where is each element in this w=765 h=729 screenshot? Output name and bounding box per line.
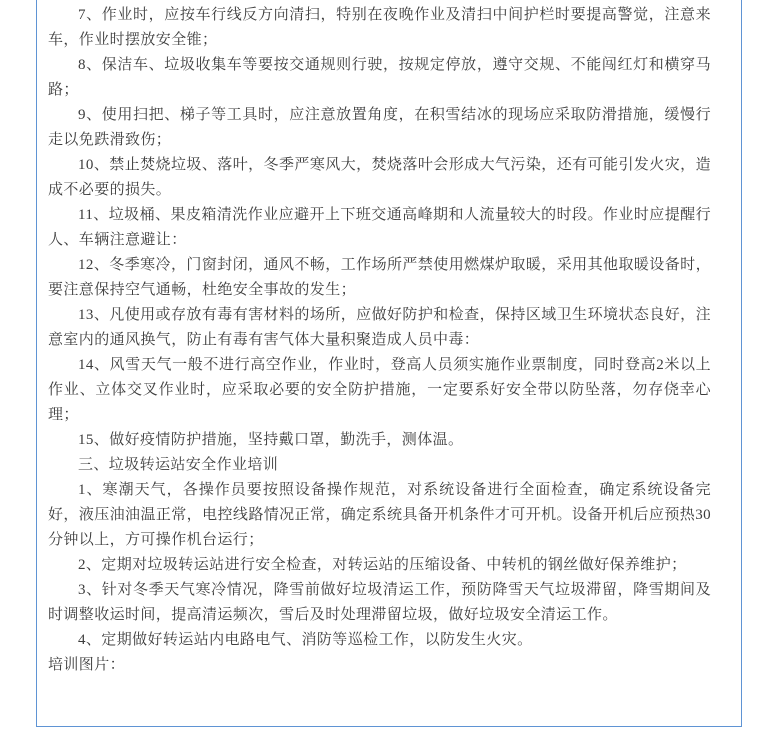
- training-item-2: 2、定期对垃圾转运站进行安全检查，对转运站的压缩设备、中转机的钢丝做好保养维护；: [78, 557, 687, 573]
- para-item-13: 13、凡使用或存放有毒有害材料的场所，应做好防护和检查，保持区域卫生环境状态良好，注意室内的通风换气，防止有毒有害气体大量积聚造成人员中毒：: [48, 307, 711, 348]
- training-item-4: 4、定期做好转运站内电路电气、消防等巡检工作，以防发生火灾。: [78, 632, 533, 648]
- para-item-11: 11、垃圾桶、果皮箱清洗作业应避开上下班交通高峰期和人流量较大的时段。作业时应提醒行人、车辆注意避让：: [48, 207, 711, 248]
- document-cell: [36, 0, 742, 727]
- training-item-1: 1、寒潮天气，各操作员要按照设备操作规范，对系统设备进行全面检查，确定系统设备完好，液压油油温正常，电控线路情况正常，确定系统具备开机条件才可开机。设备开机后应预热30分钟以上，方可操作机台运行；: [48, 482, 711, 548]
- section-heading-transfer-station-training: 三、垃圾转运站安全作业培训: [78, 457, 279, 473]
- para-item-10: 10、禁止焚烧垃圾、落叶，冬季严寒风大，焚烧落叶会形成大气污染，还有可能引发火灾，造成不必要的损失。: [48, 157, 711, 198]
- para-item-9: 9、使用扫把、梯子等工具时，应注意放置角度，在积雪结冰的现场应采取防滑措施，缓慢行走以免跌滑致伤；: [48, 107, 711, 148]
- para-item-7: 7、作业时，应按车行线反方向清扫，特别在夜晚作业及清扫中间护栏时要提高警觉，注意来车，作业时摆放安全锥；: [48, 7, 711, 48]
- para-item-8: 8、保洁车、垃圾收集车等要按交通规则行驶，按规定停放，遵守交规、不能闯红灯和横穿马路；: [48, 57, 711, 98]
- training-item-3: 3、针对冬季天气寒冷情况，降雪前做好垃圾清运工作，预防降雪天气垃圾滞留，降雪期间及时调整收运时间，提高清运频次，雪后及时处理滞留垃圾，做好垃圾安全清运工作。: [48, 582, 711, 623]
- para-item-15: 15、做好疫情防护措施，坚持戴口罩，勤洗手，测体温。: [78, 432, 464, 448]
- training-images-label: 培训图片：: [48, 657, 126, 673]
- para-item-14: 14、风雪天气一般不进行高空作业，作业时，登高人员须实施作业票制度，同时登高2米以上作业、立体交叉作业时，应采取必要的安全防护措施，一定要系好安全带以防坠落，勿存侥幸心理；: [48, 357, 711, 423]
- para-item-12: 12、冬季寒冷，门窗封闭，通风不畅，工作场所严禁使用燃煤炉取暖，采用其他取暖设备时，要注意保持空气通畅，杜绝安全事故的发生；: [48, 257, 711, 298]
